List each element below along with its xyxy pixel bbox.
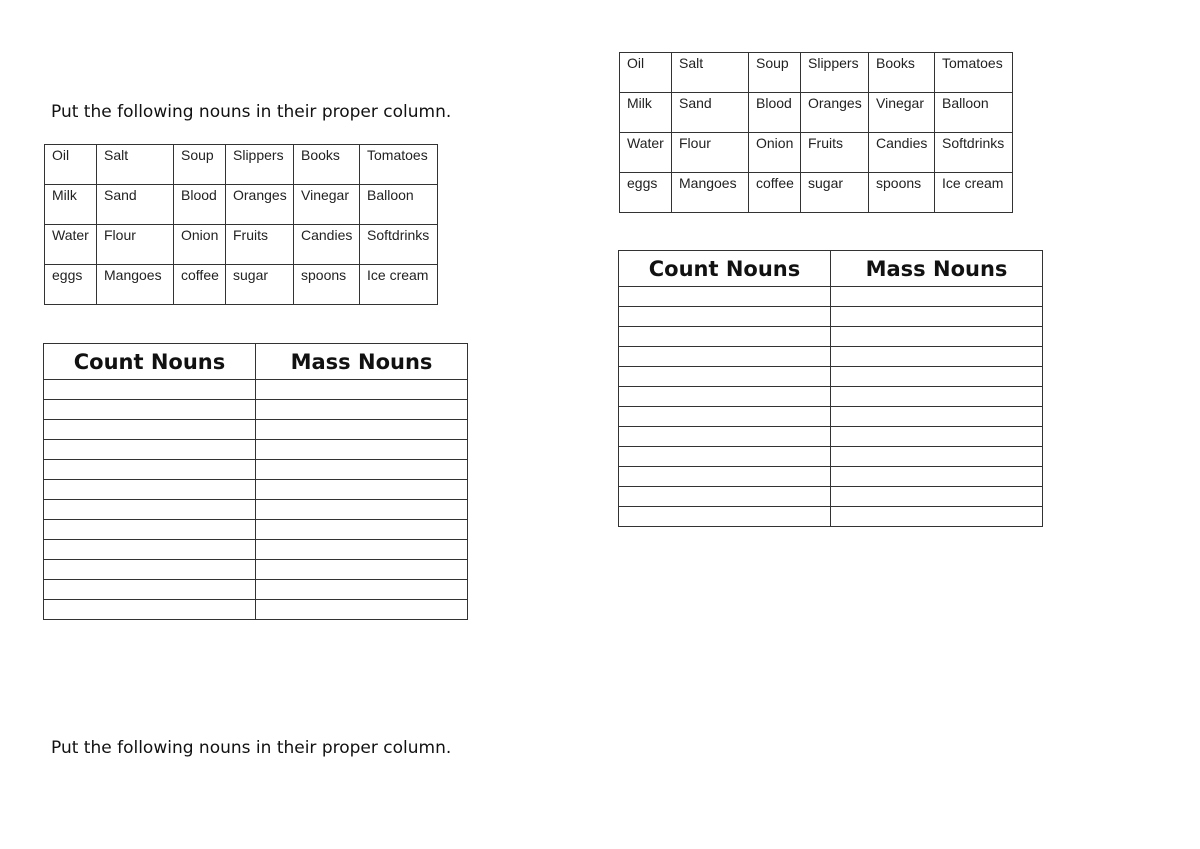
- blank-answer-row: [44, 480, 468, 500]
- count-noun-blank[interactable]: [619, 467, 831, 487]
- word-cell: Soup: [749, 53, 801, 93]
- word-cell: Books: [294, 145, 360, 185]
- blank-answer-row: [44, 580, 468, 600]
- noun-word-grid: [44, 144, 438, 305]
- count-noun-blank[interactable]: [619, 347, 831, 367]
- mass-noun-blank[interactable]: [256, 560, 468, 580]
- blank-answer-row: [44, 560, 468, 580]
- count-noun-blank[interactable]: [619, 427, 831, 447]
- mass-noun-blank[interactable]: [256, 380, 468, 400]
- blank-answer-row: [619, 507, 1043, 527]
- word-grid-row: [45, 185, 438, 225]
- mass-noun-blank[interactable]: [831, 387, 1043, 407]
- word-cell: Slippers: [801, 53, 869, 93]
- word-cell: Oil: [620, 53, 672, 93]
- count-noun-blank[interactable]: [619, 487, 831, 507]
- blank-answer-row: [44, 600, 468, 620]
- mass-nouns-header: Mass Nouns: [831, 251, 1043, 287]
- blank-answer-row: [619, 407, 1043, 427]
- mass-noun-blank[interactable]: [256, 420, 468, 440]
- word-cell: Oranges: [226, 185, 294, 225]
- word-cell: coffee: [749, 173, 801, 213]
- count-noun-blank[interactable]: [44, 440, 256, 460]
- blank-answer-row: [44, 400, 468, 420]
- mass-noun-blank[interactable]: [831, 487, 1043, 507]
- mass-noun-blank[interactable]: [831, 367, 1043, 387]
- word-cell: sugar: [801, 173, 869, 213]
- count-noun-blank[interactable]: [44, 500, 256, 520]
- count-noun-blank[interactable]: [619, 507, 831, 527]
- word-cell: Books: [869, 53, 935, 93]
- mass-noun-blank[interactable]: [256, 600, 468, 620]
- word-cell: Blood: [749, 93, 801, 133]
- blank-answer-row: [44, 440, 468, 460]
- blank-answer-row: [44, 460, 468, 480]
- word-grid-row: [620, 53, 1013, 93]
- count-noun-blank[interactable]: [619, 287, 831, 307]
- word-cell: sugar: [226, 265, 294, 305]
- mass-noun-blank[interactable]: [831, 427, 1043, 447]
- blank-answer-row: [44, 380, 468, 400]
- word-grid-row: [620, 93, 1013, 133]
- count-noun-blank[interactable]: [44, 580, 256, 600]
- count-noun-blank[interactable]: [44, 600, 256, 620]
- word-cell: Milk: [620, 93, 672, 133]
- noun-sorting-table: [618, 250, 1043, 527]
- word-cell: Balloon: [360, 185, 438, 225]
- word-grid-row: [45, 265, 438, 305]
- count-noun-blank[interactable]: [44, 460, 256, 480]
- word-cell: Onion: [174, 225, 226, 265]
- count-noun-blank[interactable]: [44, 480, 256, 500]
- word-cell: Candies: [869, 133, 935, 173]
- blank-answer-row: [619, 447, 1043, 467]
- blank-answer-row: [619, 287, 1043, 307]
- word-cell: Vinegar: [294, 185, 360, 225]
- word-cell: Flour: [97, 225, 174, 265]
- count-nouns-header: Count Nouns: [619, 251, 831, 287]
- word-cell: Salt: [97, 145, 174, 185]
- noun-sorting-table: [43, 343, 468, 620]
- blank-answer-row: [44, 420, 468, 440]
- mass-nouns-header: Mass Nouns: [256, 344, 468, 380]
- count-noun-blank[interactable]: [44, 400, 256, 420]
- count-noun-blank[interactable]: [44, 540, 256, 560]
- count-noun-blank[interactable]: [619, 307, 831, 327]
- mass-noun-blank[interactable]: [256, 460, 468, 480]
- blank-answer-row: [619, 387, 1043, 407]
- word-cell: Vinegar: [869, 93, 935, 133]
- blank-answer-row: [619, 367, 1043, 387]
- blank-answer-row: [619, 307, 1043, 327]
- word-cell: Candies: [294, 225, 360, 265]
- blank-answer-row: [619, 487, 1043, 507]
- word-cell: Balloon: [935, 93, 1013, 133]
- word-cell: Sand: [672, 93, 749, 133]
- mass-noun-blank[interactable]: [831, 347, 1043, 367]
- word-cell: Milk: [45, 185, 97, 225]
- mass-noun-blank[interactable]: [256, 400, 468, 420]
- mass-noun-blank[interactable]: [831, 467, 1043, 487]
- count-noun-blank[interactable]: [44, 420, 256, 440]
- word-cell: Tomatoes: [360, 145, 438, 185]
- mass-noun-blank[interactable]: [256, 440, 468, 460]
- count-noun-blank[interactable]: [619, 327, 831, 347]
- instruction-text: Put the following nouns in their proper column.: [51, 102, 452, 122]
- count-noun-blank[interactable]: [619, 447, 831, 467]
- word-cell: Ice cream: [935, 173, 1013, 213]
- word-grid-row: [45, 145, 438, 185]
- blank-answer-row: [44, 500, 468, 520]
- word-cell: Fruits: [226, 225, 294, 265]
- word-cell: spoons: [294, 265, 360, 305]
- word-cell: eggs: [45, 265, 97, 305]
- word-cell: Ice cream: [360, 265, 438, 305]
- word-cell: Oranges: [801, 93, 869, 133]
- instruction-text: Put the following nouns in their proper column.: [51, 738, 452, 758]
- word-cell: Soup: [174, 145, 226, 185]
- word-cell: Salt: [672, 53, 749, 93]
- mass-noun-blank[interactable]: [831, 287, 1043, 307]
- blank-answer-row: [619, 467, 1043, 487]
- word-cell: Water: [620, 133, 672, 173]
- word-grid-row: [620, 173, 1013, 213]
- mass-noun-blank[interactable]: [831, 447, 1043, 467]
- word-cell: spoons: [869, 173, 935, 213]
- word-cell: Onion: [749, 133, 801, 173]
- count-noun-blank[interactable]: [44, 560, 256, 580]
- word-cell: Tomatoes: [935, 53, 1013, 93]
- mass-noun-blank[interactable]: [831, 407, 1043, 427]
- word-cell: Slippers: [226, 145, 294, 185]
- mass-noun-blank[interactable]: [831, 307, 1043, 327]
- mass-noun-blank[interactable]: [256, 500, 468, 520]
- word-cell: Flour: [672, 133, 749, 173]
- word-cell: Mangoes: [97, 265, 174, 305]
- word-cell: Fruits: [801, 133, 869, 173]
- mass-noun-blank[interactable]: [256, 520, 468, 540]
- word-cell: Mangoes: [672, 173, 749, 213]
- blank-answer-row: [619, 327, 1043, 347]
- word-cell: Softdrinks: [360, 225, 438, 265]
- count-noun-blank[interactable]: [44, 380, 256, 400]
- count-noun-blank[interactable]: [619, 387, 831, 407]
- word-cell: coffee: [174, 265, 226, 305]
- word-grid-row: [45, 225, 438, 265]
- count-nouns-header: Count Nouns: [44, 344, 256, 380]
- word-cell: Water: [45, 225, 97, 265]
- word-cell: Blood: [174, 185, 226, 225]
- word-cell: Oil: [45, 145, 97, 185]
- blank-answer-row: [44, 540, 468, 560]
- blank-answer-row: [619, 427, 1043, 447]
- count-noun-blank[interactable]: [44, 520, 256, 540]
- word-cell: Sand: [97, 185, 174, 225]
- word-cell: Softdrinks: [935, 133, 1013, 173]
- mass-noun-blank[interactable]: [831, 327, 1043, 347]
- blank-answer-row: [44, 520, 468, 540]
- count-noun-blank[interactable]: [619, 407, 831, 427]
- mass-noun-blank[interactable]: [256, 540, 468, 560]
- noun-word-grid: [619, 52, 1013, 213]
- mass-noun-blank[interactable]: [256, 580, 468, 600]
- word-cell: eggs: [620, 173, 672, 213]
- mass-noun-blank[interactable]: [831, 507, 1043, 527]
- mass-noun-blank[interactable]: [256, 480, 468, 500]
- count-noun-blank[interactable]: [619, 367, 831, 387]
- blank-answer-row: [619, 347, 1043, 367]
- word-grid-row: [620, 133, 1013, 173]
